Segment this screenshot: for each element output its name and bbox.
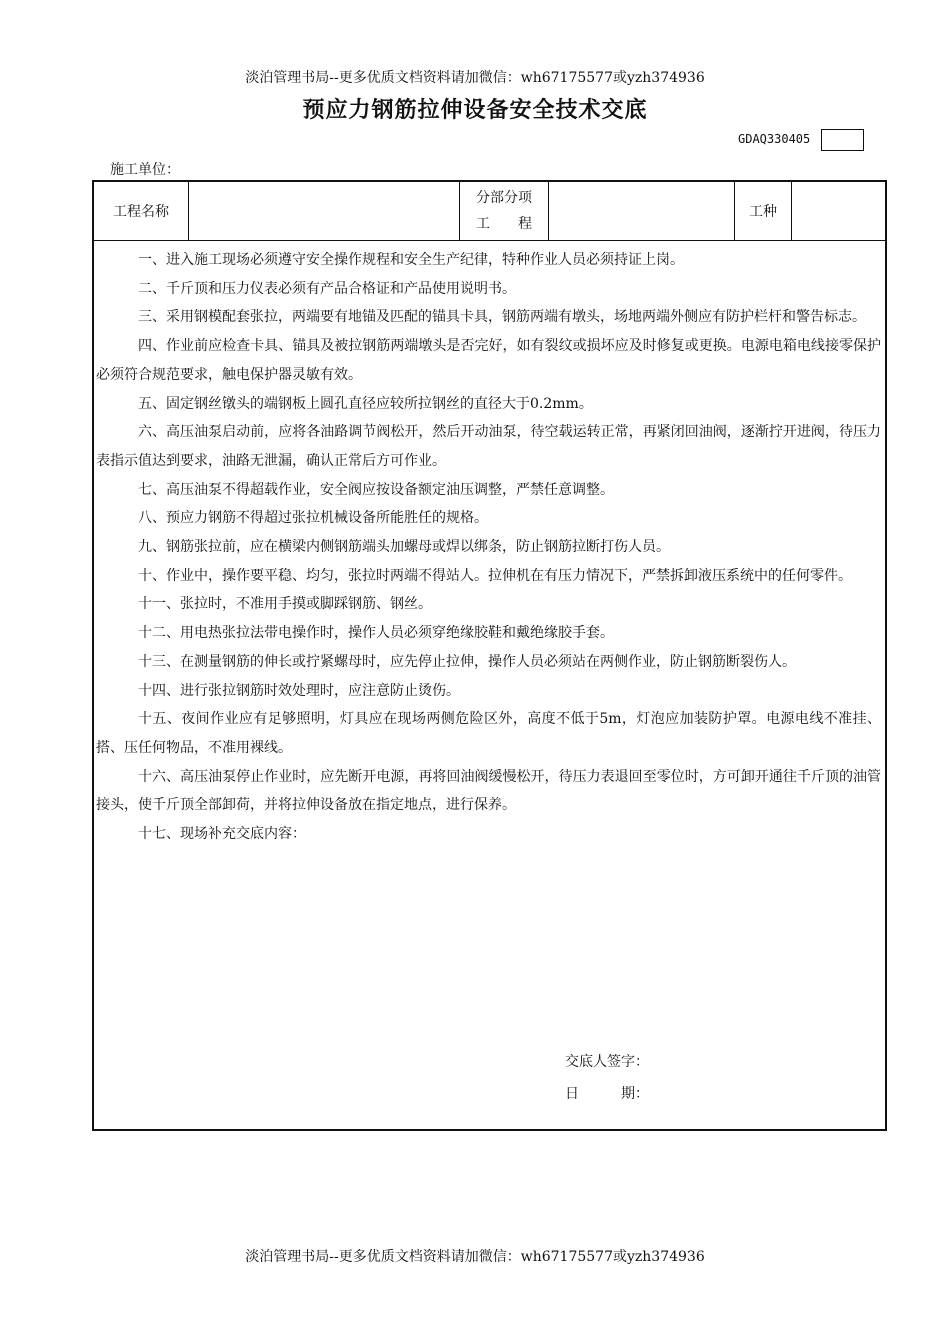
disclosure-item: 十六、高压油泵停止作业时，应先断开电源，再将回油阀缓慢松开，待压力表退回至零位时，方可卸开通往千斤顶的油管接头，使千斤顶全部卸荷，并将拉伸设备放在指定地点，进行保养。	[96, 768, 881, 814]
row-divider	[94, 240, 885, 241]
date-label: 日 期：	[565, 1086, 649, 1102]
disclosure-item: 十五、夜间作业应有足够照明，灯具应在现场两侧危险区外，高度不低于5m，灯泡应加装防护罩。电源电线不准挂、搭、压任何物品，不准用裸线。	[96, 711, 881, 756]
disclosure-item: 十三、在测量钢筋的伸长或拧紧螺母时，应先停止拉伸，操作人员必须站在两侧作业，防止钢筋断裂伤人。	[138, 653, 796, 670]
disclosure-item: 四、作业前应检查卡具、锚具及被拉钢筋两端墩头是否完好，如有裂纹或损坏应及时修复或更换。电源电箱电线接零保护必须符合规范要求，触电保护器灵敏有效。	[96, 338, 881, 383]
sub-project-label-line1: 分部分项	[476, 190, 532, 206]
sub-project-field[interactable]	[549, 182, 734, 240]
sub-project-label	[460, 182, 548, 240]
disclosure-item: 十七、现场补充交底内容：	[138, 826, 306, 843]
disclosure-item: 十二、用电热张拉法带电操作时，操作人员必须穿绝缘胶鞋和戴绝缘胶手套。	[138, 625, 614, 642]
disclosure-item: 十四、进行张拉钢筋时效处理时，应注意防止烫伤。	[138, 682, 460, 699]
document-code-box[interactable]	[821, 129, 864, 151]
trade-label: 工种	[749, 204, 777, 220]
disclosure-item: 二、千斤顶和压力仪表必须有产品合格证和产品使用说明书。	[138, 280, 516, 297]
sub-project-label-line2: 工 程	[476, 216, 532, 232]
footer-note: 淡泊管理书局--更多优质文档资料请加微信：wh67175577或yzh374936	[245, 1249, 705, 1265]
disclosure-item: 八、预应力钢筋不得超过张拉机械设备所能胜任的规格。	[138, 510, 488, 527]
disclosure-item: 十一、张拉时，不准用手摸或脚踩钢筋、钢丝。	[138, 596, 432, 613]
signer-label: 交底人签字：	[565, 1054, 649, 1070]
document-code: GDAQ330405	[738, 132, 811, 146]
disclosure-item: 七、高压油泵不得超载作业，安全阀应按设备额定油压调整，严禁任意调整。	[138, 481, 614, 498]
disclosure-form	[92, 180, 887, 1131]
disclosure-item: 十、作业中，操作要平稳、均匀，张拉时两端不得站人。拉伸机在有压力情况下，严禁拆卸液压系统中的任何零件。	[138, 567, 852, 584]
document-title: 预应力钢筋拉伸设备安全技术交底	[302, 98, 648, 123]
disclosure-item: 六、高压油泵启动前，应将各油路调节阀松开，然后开动油泵，待空载运转正常，再紧闭回油阀，逐渐拧开进阀，待压力表指示值达到要求，油路无泄漏，确认正常后方可作业。	[96, 424, 881, 469]
disclosure-item: 九、钢筋张拉前，应在横梁内侧钢筋端头加螺母或焊以绑条，防止钢筋拉断打伤人员。	[138, 539, 670, 556]
construction-unit-label: 施工单位：	[110, 162, 180, 178]
disclosure-item: 五、固定钢丝镦头的端钢板上圆孔直径应较所拉钢丝的直径大于0.2mm。	[138, 395, 593, 412]
disclosure-item: 三、采用钢模配套张拉，两端要有地锚及匹配的锚具卡具，钢筋两端有墩头，场地两端外侧应有防护栏杆和警告标志。	[138, 309, 866, 326]
project-name-label: 工程名称	[113, 204, 169, 220]
trade-field[interactable]	[792, 182, 885, 240]
disclosure-content	[96, 246, 881, 849]
header-note: 淡泊管理书局--更多优质文档资料请加微信：wh67175577或yzh374936	[245, 70, 705, 86]
project-name-field[interactable]	[189, 182, 459, 240]
disclosure-item: 一、进入施工现场必须遵守安全操作规程和安全生产纪律，特种作业人员必须持证上岗。	[138, 252, 684, 268]
